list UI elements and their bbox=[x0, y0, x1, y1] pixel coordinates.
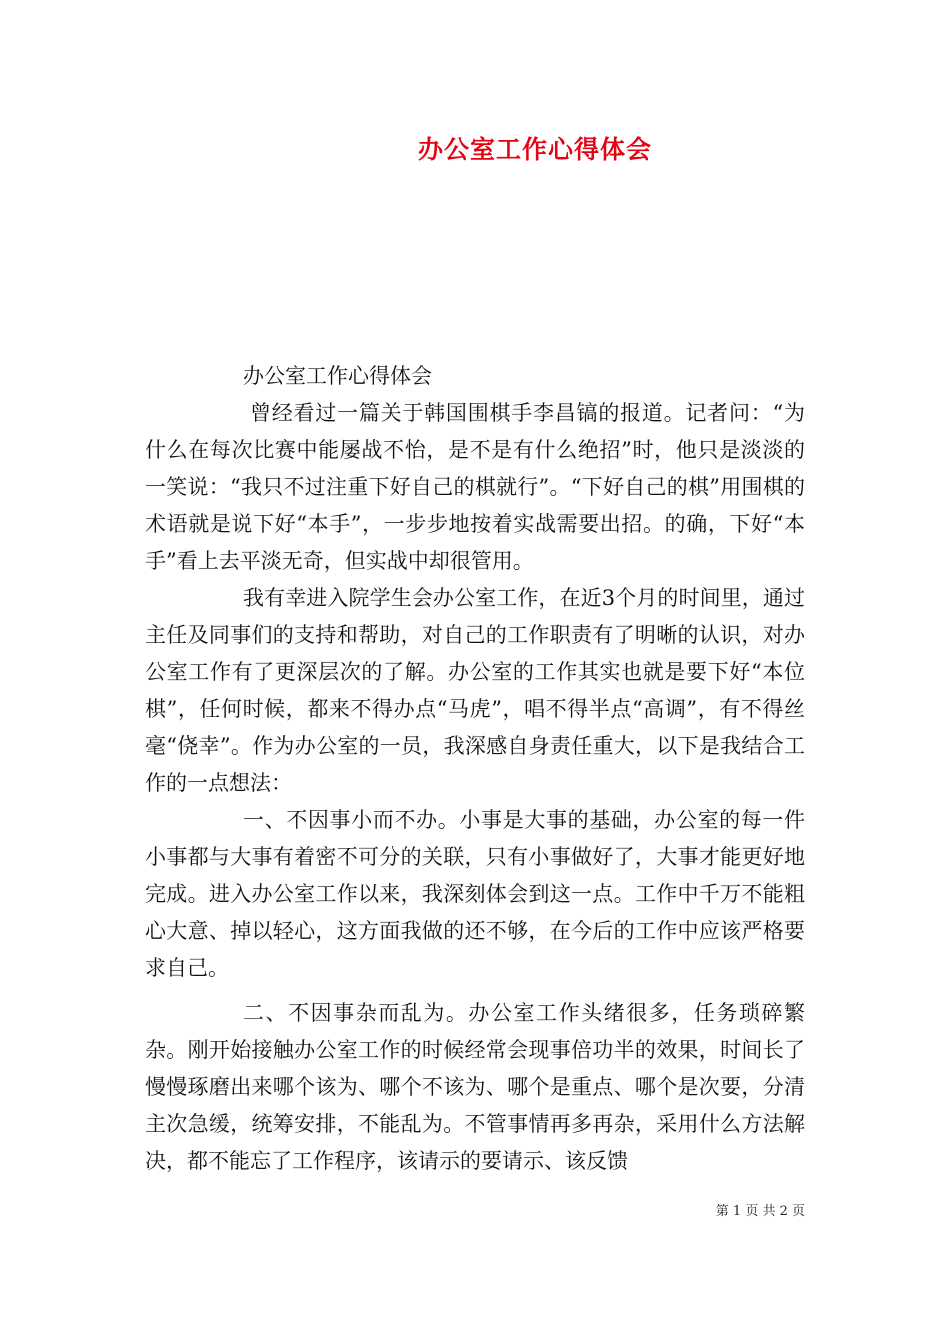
document-subtitle: 办公室工作心得体会 bbox=[243, 364, 432, 388]
document-title: 办公室工作心得体会 bbox=[417, 135, 652, 164]
paragraph-4: 二、不因事杂而乱为。办公室工作头绪很多，任务琐碎繁杂。刚开始接触办公室工作的时候经常会现事倍功半的效果，时间长了慢慢琢磨出来哪个该为、哪个不该为、哪个是重点、哪个是次要，分清主次急缓，统筹安排，不能乱为。不管事情再多再杂，采用什么方法解决，都不能忘了工作程序，该请示的要请示、该反馈 bbox=[145, 1001, 805, 1173]
document-body bbox=[145, 358, 805, 1180]
paragraph-2: 我有幸进入院学生会办公室工作，在近3个月的时间里，通过主任及同事们的支持和帮助，对自己的工作职责有了明晰的认识，对办公室工作有了更深层次的了解。办公室的工作其实也就是要下好“本位棋”，任何时候，都来不得办点“马虎”，唱不得半点“高调”，有不得丝毫“侥幸”。作为办公室的一员，我深感自身责任重大，以下是我结合工作的一点想法： bbox=[145, 586, 805, 795]
paragraph-1: 曾经看过一篇关于韩国围棋手李昌镐的报道。记者问：“为什么在每次比赛中能屡战不怡，是不是有什么绝招”时，他只是淡淡的一笑说：“我只不过注重下好自己的棋就行”。“下好自己的棋”用围棋的术语就是说下好“本手”，一步步地按着实战需要出招。的确，下好“本手”看上去平淡无奇，但实战中却很管用。 bbox=[145, 401, 805, 573]
page-number-footer: 第 1 页 共 2 页 bbox=[715, 1204, 805, 1219]
paragraph-3: 一、不因事小而不办。小事是大事的基础，办公室的每一件小事都与大事有着密不可分的关联，只有小事做好了，大事才能更好地完成。进入办公室工作以来，我深刻体会到这一点。工作中千万不能粗心大意、掉以轻心，这方面我做的还不够，在今后的工作中应该严格要求自己。 bbox=[145, 808, 805, 980]
